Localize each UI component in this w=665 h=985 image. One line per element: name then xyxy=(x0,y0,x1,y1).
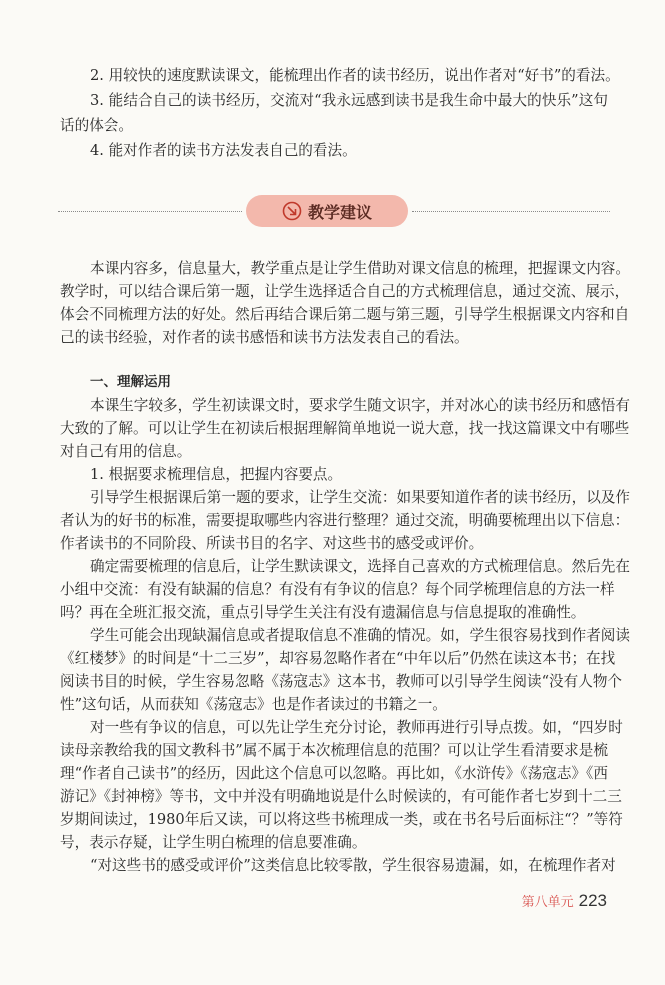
page-number: 223 xyxy=(578,891,607,910)
text-line: 对自己有用的信息。 xyxy=(60,443,192,460)
text-line: 确定需要梳理的信息后，让学生默读课文，选择自己喜欢的方式梳理信息。然后先在 xyxy=(90,558,630,575)
text-line: 体会不同梳理方法的好处。然后再结合课后第二题与第三题，引导学生根据课文内容和自 xyxy=(60,306,630,323)
section-body xyxy=(60,394,630,877)
text-line: 对一些有争议的信息，可以先让学生充分讨论，教师再进行引导点拨。如，“四岁时 xyxy=(90,719,623,736)
section-heading: 一、理解运用 xyxy=(90,374,171,390)
unit-label: 第八单元 xyxy=(521,895,574,910)
text-line: 大致的了解。可以让学生在初读后根据理解简单地说一说大意，找一找这篇课文中有哪些 xyxy=(60,420,630,437)
learning-objectives xyxy=(60,64,620,164)
text-line: 话的体会。 xyxy=(60,117,133,134)
text-line: 1. 根据要求梳理信息，把握内容要点。 xyxy=(90,466,343,483)
section-banner xyxy=(58,195,610,227)
text-line: 本课生字较多，学生初读课文时，要求学生随文识字，并对冰心的读书经历和感悟有 xyxy=(90,397,630,414)
text-line: 理“作者自己读书”的经历，因此这个信息可以忽略。再比如，《水浒传》《荡寇志》《西 xyxy=(60,765,608,782)
text-line: 学生可能会出现缺漏信息或者提取信息不准确的情况。如，学生很容易找到作者阅读 xyxy=(90,627,630,644)
text-line: 读母亲教给我的国文教科书”属不属于本次梳理信息的范围？可以让学生看清要求是梳 xyxy=(60,742,608,759)
text-line: 吗？再在全班汇报交流，重点引导学生关注有没有遗漏信息与信息提取的准确性。 xyxy=(60,604,586,621)
text-line: 阅读书目的时候，学生容易忽略《荡寇志》这本书，教师可以引导学生阅读“没有人物个 xyxy=(60,673,623,690)
text-line: 引导学生根据课后第一题的要求，让学生交流：如果要知道作者的读书经历，以及作 xyxy=(90,489,630,506)
text-line: 4. 能对作者的读书方法发表自己的看法。 xyxy=(90,142,357,159)
section-understanding xyxy=(60,371,630,877)
page-footer xyxy=(522,891,607,911)
text-line: “对这些书的感受或评价”这类信息比较零散，学生很容易遗漏，如，在梳理作者对 xyxy=(90,857,616,874)
text-line: 号，表示存疑，让学生明白梳理的信息要准确。 xyxy=(60,834,367,851)
banner-title: 教学建议 xyxy=(307,202,372,222)
banner-pill xyxy=(246,195,408,227)
text-line: 本课内容多，信息量大，教学重点是让学生借助对课文信息的梳理，把握课文内容。 xyxy=(90,260,630,277)
text-line: 者认为的好书的标准，需要提取哪些内容进行整理？通过交流，明确要梳理出以下信息： xyxy=(60,512,630,529)
text-line: 教学时，可以结合课后第一题，让学生选择适合自己的方式梳理信息，通过交流、展示， xyxy=(60,283,630,300)
text-line: 游记》《封神榜》等书，文中并没有明确地说是什么时候读的，有可能作者七岁到十二三 xyxy=(60,788,622,805)
text-line: 性”这句话，从而获知《荡寇志》也是作者读过的书籍之一。 xyxy=(60,696,447,713)
circle-arrow-down-right-icon xyxy=(282,201,302,221)
text-line: 作者读书的不同阶段、所读书目的名字、对这些书的感受或评价。 xyxy=(60,535,484,552)
dotted-divider-right xyxy=(412,211,610,212)
text-line: 岁期间读过，1980年后又读，可以将这些书梳理成一类，或在书名号后面标注“？”等符 xyxy=(60,811,623,828)
text-line: 小组中交流：有没有缺漏的信息？有没有有争议的信息？每个同学梳理信息的方法一样 xyxy=(60,581,615,598)
text-line: 《红楼梦》的时间是“十二三岁”，却容易忽略作者在“中年以后”仍然在读这本书；在找 xyxy=(60,650,616,667)
text-line: 2. 用较快的速度默读课文，能梳理出作者的读书经历，说出作者对“好书”的看法。 xyxy=(90,67,620,84)
text-line: 3. 能结合自己的读书经历，交流对“我永远感到读书是我生命中最大的快乐”这句 xyxy=(90,92,608,109)
dotted-divider-left xyxy=(58,211,242,212)
text-line: 己的读书经验，对作者的读书感悟和读书方法发表自己的看法。 xyxy=(60,329,469,346)
intro-text xyxy=(60,257,630,349)
